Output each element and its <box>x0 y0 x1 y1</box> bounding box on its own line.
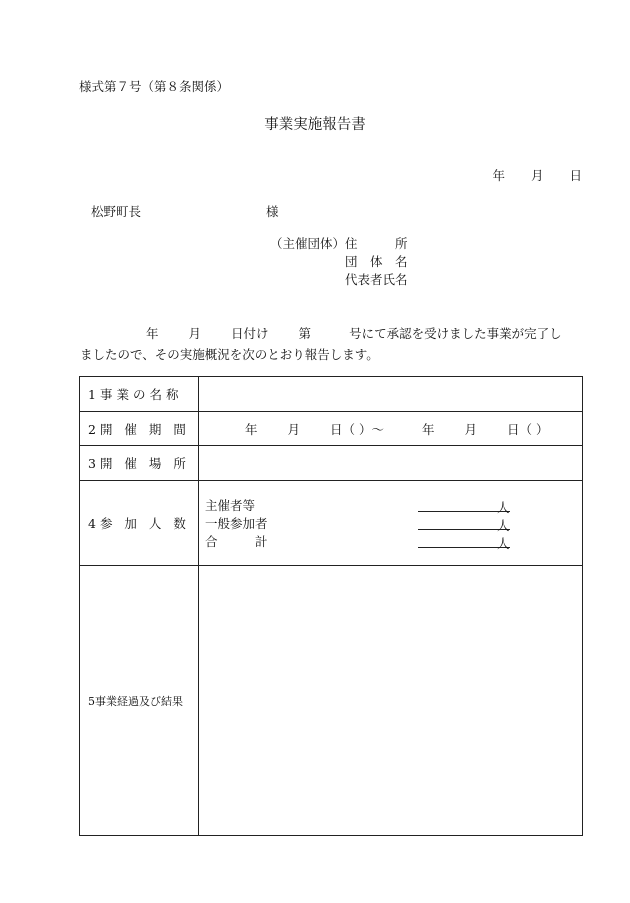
participant-row-total <box>205 532 576 550</box>
table-row-event-period <box>80 412 583 446</box>
intro-year: 年 <box>146 326 159 341</box>
document-title: 事業実施報告書 <box>264 117 366 133</box>
participants-label: 4参 加 人 数 <box>80 481 199 566</box>
venue-label: 3開 催 場 所 <box>80 446 199 481</box>
event-period-value[interactable] <box>199 412 583 446</box>
period-start-month: 月 <box>287 421 301 437</box>
intro-line-2: ましたので、その実施概況を次のとおり報告します。 <box>80 347 379 362</box>
event-period-label: 2開 催 期 間 <box>80 412 199 446</box>
period-start-year: 年 <box>245 421 258 437</box>
participant-label-total: 合 計 <box>205 534 268 549</box>
period-end-day: 日（ ） <box>507 421 549 437</box>
table-row-participants <box>80 481 583 566</box>
organizer-label: （主催団体） <box>270 236 346 251</box>
intro-approval-text: 号にて承認を受けました事業が完了し <box>349 326 562 341</box>
period-end-year: 年 <box>422 421 435 437</box>
intro-month: 月 <box>188 326 202 341</box>
addressee-name: 松野町長 <box>91 204 142 219</box>
intro-paragraph <box>80 323 590 365</box>
date-year: 年 <box>492 168 505 183</box>
event-name-label: 1事業の名称 <box>80 377 199 412</box>
participant-unit-total: 人 <box>497 536 510 551</box>
intro-number-prefix: 第 <box>298 326 312 341</box>
participant-row-organizers <box>205 496 576 514</box>
date-month: 月 <box>530 168 544 183</box>
participants-value <box>199 481 583 566</box>
progress-results-label: 5事業経過及び結果 <box>80 566 199 836</box>
organizer-address-label: 住 所 <box>345 236 408 251</box>
table-row-progress-results <box>80 566 583 836</box>
addressee <box>91 204 279 219</box>
progress-results-value[interactable] <box>199 566 583 836</box>
participant-unit-organizers: 人 <box>497 500 510 515</box>
participant-label-organizers: 主催者等 <box>205 498 256 513</box>
participant-label-general: 一般参加者 <box>205 516 268 531</box>
addressee-honorific: 様 <box>266 204 279 219</box>
table-row-event-name <box>80 377 583 412</box>
date-day: 日 <box>569 168 582 183</box>
organizer-group-name-label: 団 体 名 <box>345 254 408 269</box>
participant-row-general <box>205 514 576 532</box>
organizer-representative-label: 代表者氏名 <box>345 272 408 287</box>
report-date <box>492 170 582 183</box>
form-number: 様式第７号（第８条関係） <box>79 79 230 94</box>
intro-date-suffix: 日付け <box>231 326 269 341</box>
table-row-venue <box>80 446 583 481</box>
report-table <box>79 376 583 836</box>
event-name-value[interactable] <box>199 377 583 412</box>
period-start-day: 日（ ）～ <box>330 421 385 437</box>
intro-line-1 <box>80 323 590 344</box>
period-end-month: 月 <box>464 421 478 437</box>
venue-value[interactable] <box>199 446 583 481</box>
participant-unit-general: 人 <box>497 518 510 533</box>
